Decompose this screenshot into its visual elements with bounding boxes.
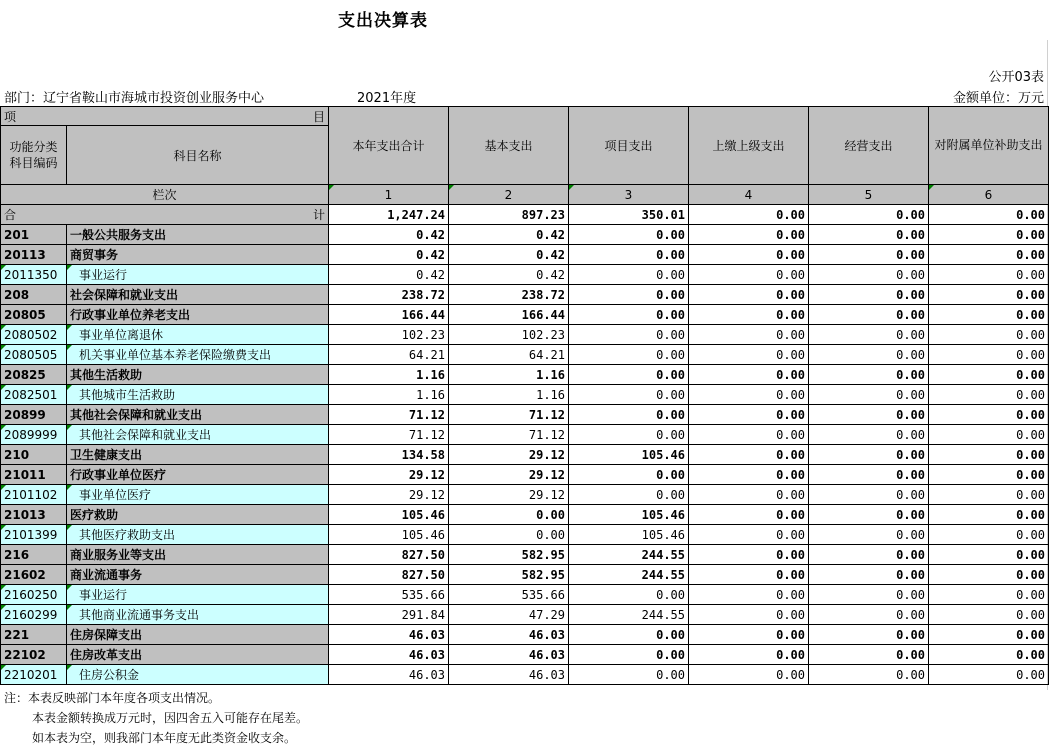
total-value: 0.00 <box>689 205 809 225</box>
lanci-label: 栏次 <box>1 185 329 205</box>
amount-cell: 0.00 <box>689 485 809 505</box>
subject-code: 216 <box>1 545 67 565</box>
subject-name: 商业流通事务 <box>67 565 329 585</box>
amount-cell: 0.00 <box>929 425 1049 445</box>
amount-cell: 0.00 <box>929 645 1049 665</box>
table-row <box>1 425 1049 445</box>
subject-code: 2101399 <box>1 525 67 545</box>
amount-cell: 0.00 <box>809 325 929 345</box>
amount-cell: 0.00 <box>929 325 1049 345</box>
amount-cell: 29.12 <box>449 465 569 485</box>
table-row <box>1 245 1049 265</box>
table-row <box>1 285 1049 305</box>
amount-cell: 71.12 <box>329 405 449 425</box>
amount-cell: 0.00 <box>689 665 809 685</box>
amount-cell: 0.00 <box>569 485 689 505</box>
amount-cell: 0.42 <box>329 225 449 245</box>
amount-cell: 0.00 <box>929 445 1049 465</box>
amount-cell: 0.00 <box>929 405 1049 425</box>
amount-cell: 0.00 <box>689 225 809 245</box>
amount-cell: 0.00 <box>929 245 1049 265</box>
amount-cell: 71.12 <box>329 425 449 445</box>
amount-cell: 0.00 <box>809 285 929 305</box>
amount-cell: 0.00 <box>569 385 689 405</box>
subject-code: 2160299 <box>1 605 67 625</box>
amount-cell: 105.46 <box>329 505 449 525</box>
amount-cell: 0.00 <box>569 325 689 345</box>
amount-cell: 46.03 <box>329 665 449 685</box>
subject-name: 医疗救助 <box>67 505 329 525</box>
amount-cell: 0.00 <box>929 665 1049 685</box>
amount-cell: 827.50 <box>329 565 449 585</box>
amount-cell: 0.00 <box>569 665 689 685</box>
amount-cell: 64.21 <box>329 345 449 365</box>
amount-cell: 0.00 <box>569 365 689 385</box>
lanci-3: 3 <box>569 185 689 205</box>
subject-name: 事业单位离退休 <box>67 325 329 345</box>
amount-cell: 535.66 <box>449 585 569 605</box>
subject-name: 其他医疗救助支出 <box>67 525 329 545</box>
amount-cell: 0.00 <box>569 265 689 285</box>
subject-name: 住房公积金 <box>67 665 329 685</box>
amount-cell: 0.00 <box>929 385 1049 405</box>
table-row <box>1 225 1049 245</box>
amount-cell: 0.00 <box>929 465 1049 485</box>
amount-cell: 0.00 <box>809 425 929 445</box>
subject-name: 行政事业单位养老支出 <box>67 305 329 325</box>
amount-cell: 535.66 <box>329 585 449 605</box>
amount-cell: 1.16 <box>329 365 449 385</box>
subject-code: 20805 <box>1 305 67 325</box>
amount-cell: 134.58 <box>329 445 449 465</box>
amount-cell: 0.00 <box>689 525 809 545</box>
subject-code: 2210201 <box>1 665 67 685</box>
amount-cell: 0.00 <box>449 505 569 525</box>
table-row <box>1 605 1049 625</box>
amount-cell: 0.00 <box>929 285 1049 305</box>
footnote-line: 本表金额转换成万元时，因四舍五入可能存在尾差。 <box>32 711 309 725</box>
amount-cell: 0.00 <box>809 365 929 385</box>
subject-code: 210 <box>1 445 67 465</box>
amount-cell: 0.00 <box>809 625 929 645</box>
amount-cell: 0.00 <box>929 525 1049 545</box>
table-row <box>1 385 1049 405</box>
amount-cell: 29.12 <box>329 465 449 485</box>
amount-cell: 29.12 <box>449 445 569 465</box>
amount-cell: 102.23 <box>329 325 449 345</box>
amount-cell: 0.00 <box>929 565 1049 585</box>
subject-code: 22102 <box>1 645 67 665</box>
amount-cell: 0.00 <box>569 245 689 265</box>
amount-cell: 238.72 <box>449 285 569 305</box>
amount-cell: 0.00 <box>809 265 929 285</box>
total-value: 0.00 <box>929 205 1049 225</box>
lanci-6: 6 <box>929 185 1049 205</box>
header-row-item <box>1 107 1049 126</box>
amount-cell: 0.00 <box>689 565 809 585</box>
table-row <box>1 345 1049 365</box>
subject-name: 其他社会保障和就业支出 <box>67 425 329 445</box>
amount-cell: 244.55 <box>569 565 689 585</box>
amount-cell: 0.00 <box>689 605 809 625</box>
subject-name: 其他商业流通事务支出 <box>67 605 329 625</box>
total-value: 897.23 <box>449 205 569 225</box>
subject-name: 其他生活救助 <box>67 365 329 385</box>
amount-cell: 0.00 <box>809 405 929 425</box>
subject-code: 20113 <box>1 245 67 265</box>
amount-cell: 0.00 <box>689 545 809 565</box>
subject-name: 商贸事务 <box>67 245 329 265</box>
lanci-5: 5 <box>809 185 929 205</box>
amount-cell: 1.16 <box>329 385 449 405</box>
subject-name: 住房保障支出 <box>67 625 329 645</box>
amount-cell: 46.03 <box>449 625 569 645</box>
amount-cell: 0.00 <box>569 645 689 665</box>
amount-cell: 0.00 <box>929 605 1049 625</box>
subject-name: 机关事业单位基本养老保险缴费支出 <box>67 345 329 365</box>
total-he: 合 <box>4 208 17 222</box>
lanci-4: 4 <box>689 185 809 205</box>
amount-cell: 0.00 <box>929 545 1049 565</box>
fiscal-year: 2021年度 <box>357 91 417 106</box>
lanci-1: 1 <box>329 185 449 205</box>
amount-cell: 105.46 <box>569 505 689 525</box>
lanci-2: 2 <box>449 185 569 205</box>
amount-cell: 0.00 <box>809 605 929 625</box>
col-header-business: 经营支出 <box>809 107 929 185</box>
table-row <box>1 645 1049 665</box>
amount-cell: 0.00 <box>929 225 1049 245</box>
amount-cell: 0.00 <box>809 565 929 585</box>
amount-cell: 46.03 <box>329 625 449 645</box>
table-row <box>1 265 1049 285</box>
amount-cell: 0.00 <box>929 365 1049 385</box>
total-ji: 计 <box>312 208 325 222</box>
code-col-header: 功能分类科目编码 <box>1 126 67 185</box>
total-label-cell <box>1 205 329 225</box>
subject-code: 20825 <box>1 365 67 385</box>
col-header-project: 项目支出 <box>569 107 689 185</box>
table-row <box>1 665 1049 685</box>
table-row <box>1 505 1049 525</box>
amount-cell: 0.00 <box>689 305 809 325</box>
amount-cell: 238.72 <box>329 285 449 305</box>
amount-cell: 0.42 <box>449 265 569 285</box>
form-code: 公开03表 <box>988 70 1044 85</box>
total-value: 0.00 <box>809 205 929 225</box>
amount-cell: 0.00 <box>689 585 809 605</box>
subject-code: 21013 <box>1 505 67 525</box>
amount-cell: 0.00 <box>569 465 689 485</box>
amount-cell: 0.00 <box>809 465 929 485</box>
total-value: 1,247.24 <box>329 205 449 225</box>
amount-cell: 0.00 <box>809 505 929 525</box>
subject-code: 2101102 <box>1 485 67 505</box>
amount-cell: 0.00 <box>809 445 929 465</box>
amount-cell: 1.16 <box>449 365 569 385</box>
amount-cell: 102.23 <box>449 325 569 345</box>
amount-cell: 0.00 <box>689 285 809 305</box>
table-row <box>1 365 1049 385</box>
amount-cell: 0.00 <box>929 485 1049 505</box>
footnote-line: 如本表为空，则我部门本年度无此类资金收支余。 <box>32 731 297 745</box>
amount-cell: 0.00 <box>689 245 809 265</box>
col-header-basic: 基本支出 <box>449 107 569 185</box>
col-header-subsidy: 对附属单位补助支出 <box>929 107 1049 185</box>
department-label: 部门：辽宁省鞍山市海城市投资创业服务中心 <box>4 91 265 106</box>
table-row <box>1 625 1049 645</box>
amount-cell: 244.55 <box>569 545 689 565</box>
subject-code: 201 <box>1 225 67 245</box>
amount-cell: 827.50 <box>329 545 449 565</box>
xiang-label: 项 <box>4 109 17 124</box>
amount-cell: 0.00 <box>689 425 809 445</box>
amount-cell: 0.00 <box>569 345 689 365</box>
table-row <box>1 565 1049 585</box>
subject-code: 208 <box>1 285 67 305</box>
subject-name: 其他城市生活救助 <box>67 385 329 405</box>
subject-code: 2080505 <box>1 345 67 365</box>
amount-cell: 0.00 <box>809 485 929 505</box>
amount-cell: 166.44 <box>329 305 449 325</box>
amount-cell: 0.00 <box>929 585 1049 605</box>
amount-cell: 46.03 <box>329 645 449 665</box>
amount-cell: 0.00 <box>689 265 809 285</box>
amount-cell: 0.00 <box>809 645 929 665</box>
amount-cell: 244.55 <box>569 605 689 625</box>
amount-cell: 0.00 <box>569 305 689 325</box>
subject-code: 2160250 <box>1 585 67 605</box>
amount-cell: 29.12 <box>329 485 449 505</box>
table-row <box>1 305 1049 325</box>
amount-cell: 0.00 <box>809 385 929 405</box>
amount-cell: 1.16 <box>449 385 569 405</box>
amount-cell: 46.03 <box>449 645 569 665</box>
amount-cell: 0.00 <box>569 405 689 425</box>
table-row <box>1 445 1049 465</box>
mu-label: 目 <box>312 109 325 124</box>
amount-cell: 64.21 <box>449 345 569 365</box>
amount-cell: 105.46 <box>569 445 689 465</box>
amount-cell: 0.00 <box>809 345 929 365</box>
amount-cell: 0.00 <box>929 505 1049 525</box>
amount-cell: 0.00 <box>809 585 929 605</box>
amount-cell: 0.00 <box>689 505 809 525</box>
amount-cell: 0.00 <box>929 265 1049 285</box>
amount-cell: 0.00 <box>689 445 809 465</box>
total-value: 350.01 <box>569 205 689 225</box>
amount-cell: 0.00 <box>929 305 1049 325</box>
subject-code: 2089999 <box>1 425 67 445</box>
expenditure-table <box>0 106 1049 685</box>
amount-cell: 0.42 <box>329 245 449 265</box>
subject-code: 20899 <box>1 405 67 425</box>
amount-cell: 105.46 <box>569 525 689 545</box>
amount-cell: 0.00 <box>449 525 569 545</box>
amount-cell: 29.12 <box>449 485 569 505</box>
amount-cell: 0.00 <box>689 345 809 365</box>
amount-cell: 0.00 <box>569 625 689 645</box>
amount-cell: 0.00 <box>569 285 689 305</box>
amount-cell: 0.00 <box>809 305 929 325</box>
amount-cell: 0.00 <box>689 625 809 645</box>
table-row <box>1 525 1049 545</box>
amount-cell: 0.00 <box>689 465 809 485</box>
footnote-line: 注：本表反映部门本年度各项支出情况。 <box>4 691 221 705</box>
subject-name: 住房改革支出 <box>67 645 329 665</box>
amount-cell: 0.00 <box>689 645 809 665</box>
amount-cell: 0.00 <box>569 585 689 605</box>
amount-cell: 0.00 <box>689 365 809 385</box>
amount-cell: 0.00 <box>569 425 689 445</box>
amount-cell: 0.00 <box>809 665 929 685</box>
subject-name: 卫生健康支出 <box>67 445 329 465</box>
table-row <box>1 545 1049 565</box>
amount-cell: 582.95 <box>449 545 569 565</box>
amount-cell: 47.29 <box>449 605 569 625</box>
footnotes <box>4 688 308 748</box>
amount-cell: 0.00 <box>809 225 929 245</box>
subject-name: 事业运行 <box>67 265 329 285</box>
col-header-total: 本年支出合计 <box>329 107 449 185</box>
lanci-row <box>1 185 1049 205</box>
subject-name: 行政事业单位医疗 <box>67 465 329 485</box>
amount-cell: 0.00 <box>689 325 809 345</box>
amount-cell: 0.00 <box>809 545 929 565</box>
subject-code: 2080502 <box>1 325 67 345</box>
col-header-remit: 上缴上级支出 <box>689 107 809 185</box>
table-row <box>1 585 1049 605</box>
amount-cell: 0.00 <box>929 625 1049 645</box>
amount-unit: 金额单位：万元 <box>952 91 1044 106</box>
amount-cell: 0.00 <box>929 345 1049 365</box>
subject-code: 21011 <box>1 465 67 485</box>
amount-cell: 71.12 <box>449 405 569 425</box>
table-row <box>1 485 1049 505</box>
amount-cell: 105.46 <box>329 525 449 545</box>
subject-code: 21602 <box>1 565 67 585</box>
subject-code: 2011350 <box>1 265 67 285</box>
amount-cell: 582.95 <box>449 565 569 585</box>
subject-code: 221 <box>1 625 67 645</box>
amount-cell: 0.42 <box>449 245 569 265</box>
total-row <box>1 205 1049 225</box>
subject-name: 事业单位医疗 <box>67 485 329 505</box>
table-row <box>1 465 1049 485</box>
amount-cell: 0.00 <box>809 245 929 265</box>
amount-cell: 71.12 <box>449 425 569 445</box>
subject-name: 一般公共服务支出 <box>67 225 329 245</box>
table-row <box>1 405 1049 425</box>
amount-cell: 0.42 <box>449 225 569 245</box>
amount-cell: 0.00 <box>689 385 809 405</box>
report-title: 支出决算表 <box>338 11 428 31</box>
amount-cell: 291.84 <box>329 605 449 625</box>
subject-name: 社会保障和就业支出 <box>67 285 329 305</box>
subject-name: 商业服务业等支出 <box>67 545 329 565</box>
subject-name: 事业运行 <box>67 585 329 605</box>
name-col-header: 科目名称 <box>67 126 329 185</box>
item-header-cell <box>1 107 329 126</box>
amount-cell: 166.44 <box>449 305 569 325</box>
amount-cell: 0.00 <box>809 525 929 545</box>
amount-cell: 0.00 <box>569 225 689 245</box>
amount-cell: 0.42 <box>329 265 449 285</box>
amount-cell: 0.00 <box>689 405 809 425</box>
subject-name: 其他社会保障和就业支出 <box>67 405 329 425</box>
subject-code: 2082501 <box>1 385 67 405</box>
table-row <box>1 325 1049 345</box>
amount-cell: 46.03 <box>449 665 569 685</box>
